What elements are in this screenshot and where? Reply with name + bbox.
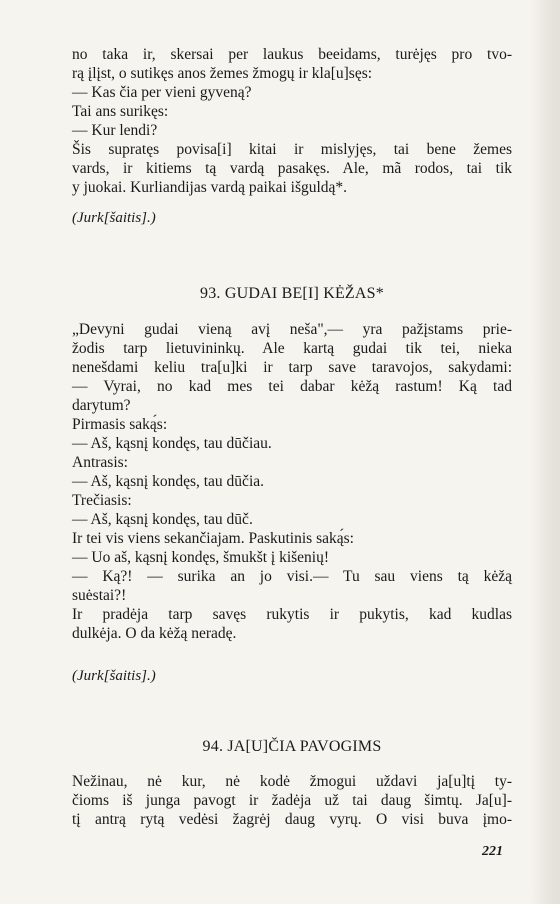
text-line: tį antrą rytą vedėsi žagrėj daug vyrų. O visi buva įmo- <box>72 811 512 828</box>
page-edge-shadow <box>530 0 560 904</box>
text-line: suėstai?! <box>72 587 127 604</box>
text-line: — Vyrai, no kad mes tei dabar kėžą rastum! Ką tad <box>72 378 512 395</box>
text-line: — Kas čia per vieni gyveną? <box>72 84 252 101</box>
text-line: — Aš, kąsnį kondęs, tau dūč. <box>72 511 253 528</box>
text-line: vards, ir kitiems tą vardą pasakęs. Ale, mã rodos, tai tik <box>72 160 512 177</box>
text-line: no taka ir, skersai per laukus beeidams, turėjęs pro tvo- <box>72 46 512 63</box>
text-line: — Aš, kąsnį kondęs, tau dūčia. <box>72 473 265 490</box>
story-text-block <box>72 772 512 829</box>
text-line: čioms iš junga pavogt ir žadėja už tai daug šimtų. Ja[u]- <box>72 792 512 809</box>
text-line: darytum? <box>72 397 131 414</box>
text-line: Tai ans surikęs: <box>72 103 169 120</box>
text-line: — Uo aš, kąsnį kondęs, šmukšt į kišenių! <box>72 549 330 566</box>
source-signature: (Jurk[šaitis].) <box>72 210 156 226</box>
story-title: 93. GUDAI BE[I] KĖŽAS* <box>200 285 384 302</box>
text-line: nenešdami keliu tra[u]ki ir tarp save taravojos, sakydami: <box>72 359 512 376</box>
text-line: Ir pradėja tarp savęs rukytis ir pukytis, kad kudlas <box>72 606 512 623</box>
story-text-block <box>72 320 512 643</box>
text-line: y juokai. Kurliandijas vardą paikai išguldą*. <box>72 179 348 196</box>
text-line: Nežinau, nė kur, nė kodė žmogui uždavi ja[u]tį ty- <box>72 773 512 790</box>
opening-text-block <box>72 45 512 197</box>
text-line: žodis tarp lietuvininkų. Ale kartą gudai tik tei, nieka <box>72 340 512 357</box>
story-title: 94. JA[U]ČIA PAVOGIMS <box>202 738 382 755</box>
text-line: Pirmasis saką́s: <box>72 416 168 433</box>
text-line: Ir tei vis viens sekančiajam. Paskutinis saką́s: <box>72 530 354 547</box>
text-line: — Ką?! — surika an jo visi.— Tu sau viens tą kėžą <box>72 568 512 585</box>
page-number: 221 <box>482 844 503 859</box>
text-line: Trečiasis: <box>72 492 132 509</box>
source-signature: (Jurk[šaitis].) <box>72 668 156 684</box>
text-line: Šis supratęs povisa[i] kitai ir mislyjęs, tai bene žemes <box>72 141 512 158</box>
text-line: — Kur lendi? <box>72 122 158 139</box>
text-line: „Devyni gudai vieną avį neša",— yra pažįstams prie- <box>72 321 512 338</box>
text-line: dulkėja. O da kėžą neradę. <box>72 625 237 642</box>
text-line: rą įlįst, o sutikęs anos žemes žmogų ir kla[u]sęs: <box>72 65 373 82</box>
text-line: Antrasis: <box>72 454 128 471</box>
text-line: — Aš, kąsnį kondęs, tau dūčiau. <box>72 435 272 452</box>
